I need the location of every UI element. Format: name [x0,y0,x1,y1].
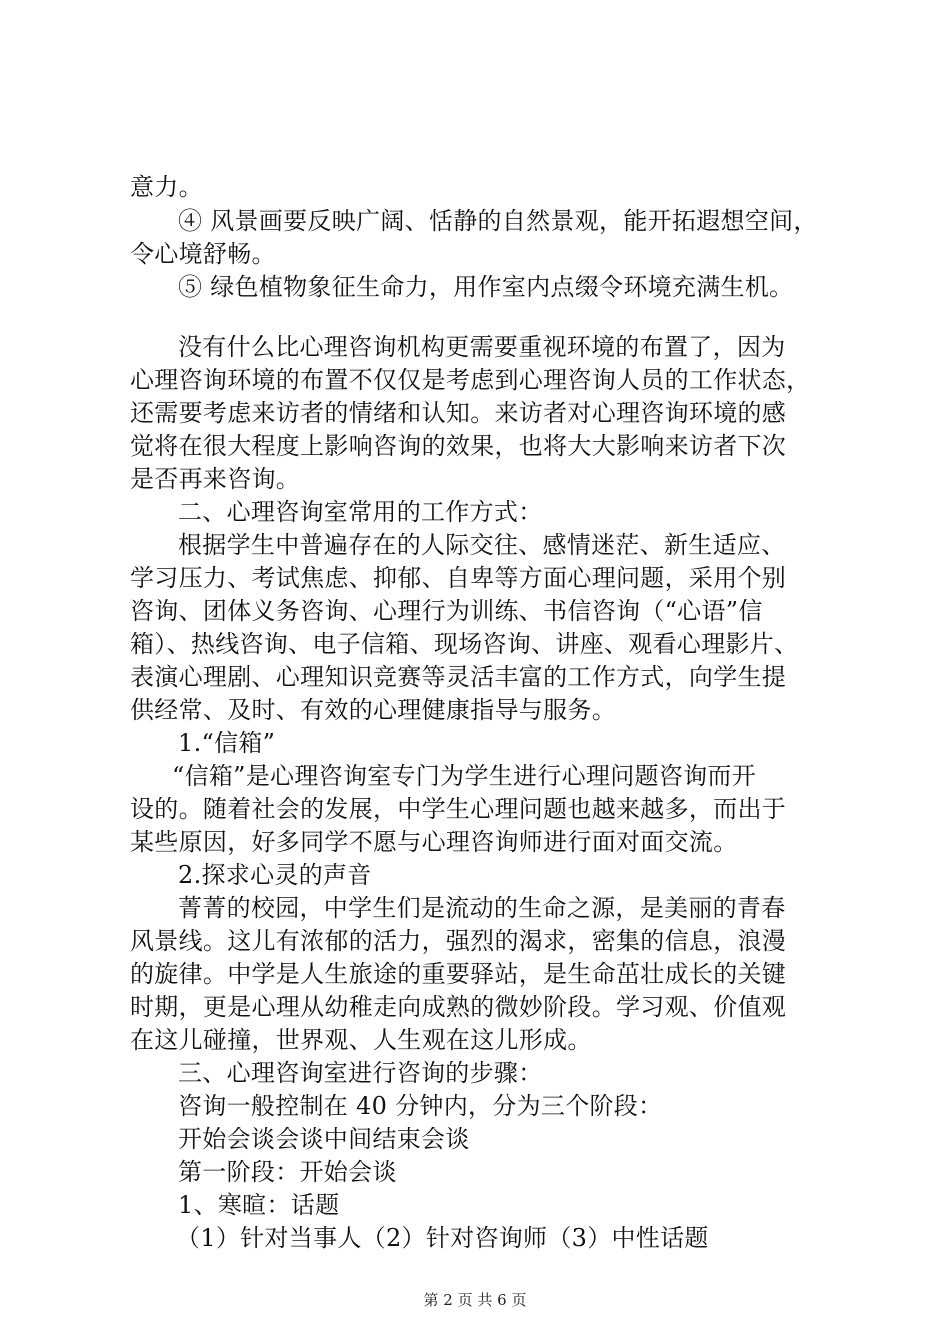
subsection-heading: 2.探求心灵的声音 [178,861,372,889]
paragraph-line: 风景线。这儿有浓郁的活力，强烈的渴求，密集的信息，浪漫 [130,927,787,955]
paragraph-line: “信箱”是心理咨询室专门为学生进行心理问题咨询而开 [172,762,757,790]
subsection-heading: 第一阶段：开始会谈 [178,1158,397,1186]
paragraph-line: 没有什么比心理咨询机构更需要重视环境的布置了，因为 [178,333,786,361]
paragraph-line: 菁菁的校园，中学生们是流动的生命之源，是美丽的青春 [178,894,786,922]
paragraph-line: 咨询、团体义务咨询、心理行为训练、书信咨询（“心语”信 [130,597,763,625]
paragraph-line: 设的。随着社会的发展，中学生心理问题也越来越多，而出于 [130,795,787,823]
paragraph-line: 时期，更是心理从幼稚走向成熟的微妙阶段。学习观、价值观 [130,993,787,1021]
paragraph-line: 表演心理剧、心理知识竞赛等灵活丰富的工作方式，向学生提 [130,663,787,691]
paragraph-line: 某些原因，好多同学不愿与心理咨询师进行面对面交流。 [130,828,738,856]
paragraph-line: 还需要考虑来访者的情绪和认知。来访者对心理咨询环境的感 [130,399,787,427]
paragraph-line: 学习压力、考试焦虑、抑郁、自卑等方面心理问题，采用个别 [130,564,787,592]
list-item: ④ 风景画要反映广阔、恬静的自然景观，能开拓遐想空间， [178,207,818,235]
paragraph-line: 心理咨询环境的布置不仅仅是考虑到心理咨询人员的工作状态， [130,366,811,394]
text-line: 令心境舒畅。 [130,240,276,268]
paragraph-line: 是否再来咨询。 [130,465,301,493]
page-number: 第 2 页 共 6 页 [423,1291,527,1309]
text-line: 开始会谈会谈中间结束会谈 [178,1125,470,1153]
text-line: 1、寒暄：话题 [178,1191,340,1219]
subsection-heading: 1.“信箱” [178,729,276,757]
paragraph-line: 觉将在很大程度上影响咨询的效果，也将大大影响来访者下次 [130,432,787,460]
text-line: 意力。 [130,173,203,201]
text-line: （1）针对当事人（2）针对咨询师（3）中性话题 [176,1224,709,1252]
paragraph-line: 供经常、及时、有效的心理健康指导与服务。 [130,696,616,724]
section-heading: 三、心理咨询室进行咨询的步骤： [178,1059,543,1087]
paragraph-line: 根据学生中普遍存在的人际交往、感情迷茫、新生适应、 [178,531,786,559]
text-line: 咨询一般控制在 40 分钟内，分为三个阶段： [178,1092,663,1120]
list-item: ⑤ 绿色植物象征生命力，用作室内点缀令环境充满生机。 [178,273,794,301]
paragraph-line: 箱）、热线咨询、电子信箱、现场咨询、讲座、观看心理影片、 [130,630,799,658]
paragraph-line: 的旋律。中学是人生旅途的重要驿站，是生命茁壮成长的关键 [130,960,787,988]
section-heading: 二、心理咨询室常用的工作方式： [178,498,543,526]
paragraph-line: 在这儿碰撞，世界观、人生观在这儿形成。 [130,1026,592,1054]
